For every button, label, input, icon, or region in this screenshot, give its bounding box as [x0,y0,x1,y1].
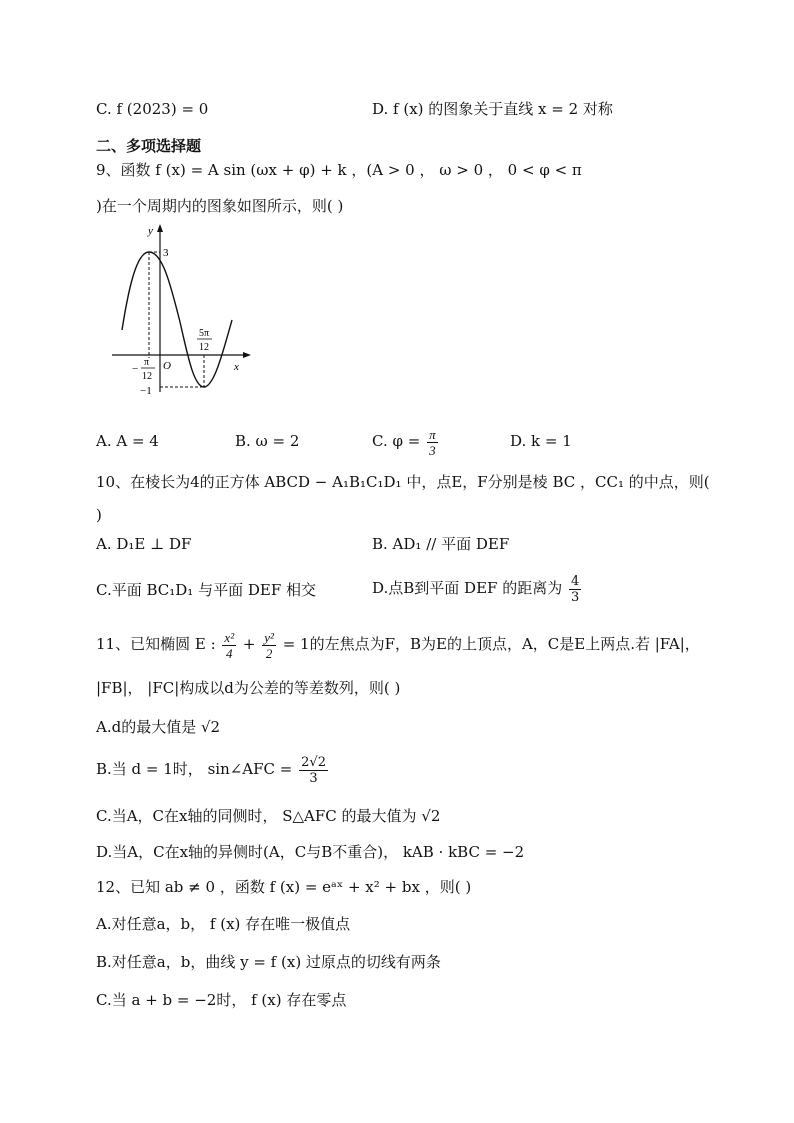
sine-curve [122,252,232,387]
q9-stem-line2: )在一个周期内的图象如图所示，则( ) [96,197,344,215]
y-axis-label: y [148,225,153,237]
q12-option-c: C.当 a + b = −2时， f (x) 存在零点 [96,991,347,1009]
right-tick-den: 12 [199,342,209,353]
q11-frac1-num: x² [224,629,235,645]
q11-option-a: A.d的最大值是 √2 [96,718,221,736]
left-tick-den: 12 [142,371,152,382]
q12-option-a: A.对任意a，b， f (x) 存在唯一极值点 [96,915,351,933]
q11-fraction-x [222,630,236,661]
y-max-label: 3 [163,247,169,259]
q10-option-c: C.平面 BC₁D₁ 与平面 DEF 相交 [96,581,316,599]
q9-option-c-den: 3 [429,442,436,458]
option-d-prev: D. f (x) 的图象关于直线 x = 2 对称 [372,100,613,118]
q9-option-c-prefix: C. φ = [372,432,421,450]
q10-option-b: B. AD₁ // 平面 DEF [372,535,510,553]
left-tick-num: π [144,357,150,368]
q9-option-d: D. k = 1 [510,432,572,450]
q11-plus: + [242,635,256,653]
q11-option-b-fraction [299,755,328,786]
q9-option-c [372,424,440,458]
q11-stem-line2: |FB|， |FC|构成以d为公差的等差数列，则( ) [96,679,401,697]
q9-figure [108,222,258,402]
q10-stem-line1: 10、在棱长为4的正方体 ABCD − A₁B₁C₁D₁ 中，点E，F分别是棱 BC ，CC₁ 的中点，则( [96,473,710,491]
x-axis-arrow [243,352,251,358]
q9-option-b: B. ω = 2 [235,432,300,450]
q11-option-b-den: 3 [309,770,318,786]
q9-stem-line1: 9、函数 f (x) = A sin (ωx + φ) + k ，(A > 0 ， ω > 0 ， 0 < φ < π [96,161,582,179]
q12-option-b: B.对任意a，b，曲线 y = f (x) 过原点的切线有两条 [96,953,441,971]
q10-option-a: A. D₁E ⊥ DF [96,535,192,553]
q11-option-d: D.当A，C在x轴的异侧时(A，C与B不重合)， kAB · kBC = −2 [96,843,525,861]
option-c-prev: C. f (2023) = 0 [96,100,209,118]
q11-stem-line1 [96,626,700,662]
q10-option-d [372,570,583,606]
q11-fraction-y [262,630,276,661]
q9-option-c-fraction [427,427,438,458]
q11-frac2-num: y² [264,629,274,645]
q9-option-a: A. A = 4 [96,432,159,450]
q10-option-d-den: 3 [571,589,580,605]
section-title: 二、多项选择题 [96,137,202,155]
q11-option-b-num: 2√2 [301,754,326,770]
origin-label: O [163,360,171,372]
y-axis-arrow [157,224,163,232]
q10-stem-line2: ) [96,506,102,524]
q11-option-b [96,751,330,787]
left-tick-sign: − [132,363,139,375]
q12-stem: 12、已知 ab ≠ 0 ，函数 f (x) = eᵃˣ + x² + bx ，则( ) [96,878,472,896]
q11-frac2-den: 2 [265,645,273,661]
q10-option-d-num: 4 [571,573,580,589]
q9-option-c-num: π [429,426,436,442]
q11-frac1-den: 4 [226,645,233,661]
x-axis-label: x [234,361,239,373]
q11-stem-suffix: = 1的左焦点为F，B为E的上顶点，A，C是E上两点.若 |FA|， [282,635,700,653]
q10-option-d-fraction [569,574,581,605]
y-min-label: −1 [140,385,152,397]
q11-option-b-prefix: B.当 d = 1时， sin∠AFC = [96,760,293,778]
q11-option-c: C.当A，C在x轴的同侧时， S△AFC 的最大值为 √2 [96,807,441,825]
q11-stem-prefix: 11、已知椭圆 E : [96,635,216,653]
q10-option-d-prefix: D.点B到平面 DEF 的距离为 [372,579,563,597]
right-tick-num: 5π [199,328,210,339]
